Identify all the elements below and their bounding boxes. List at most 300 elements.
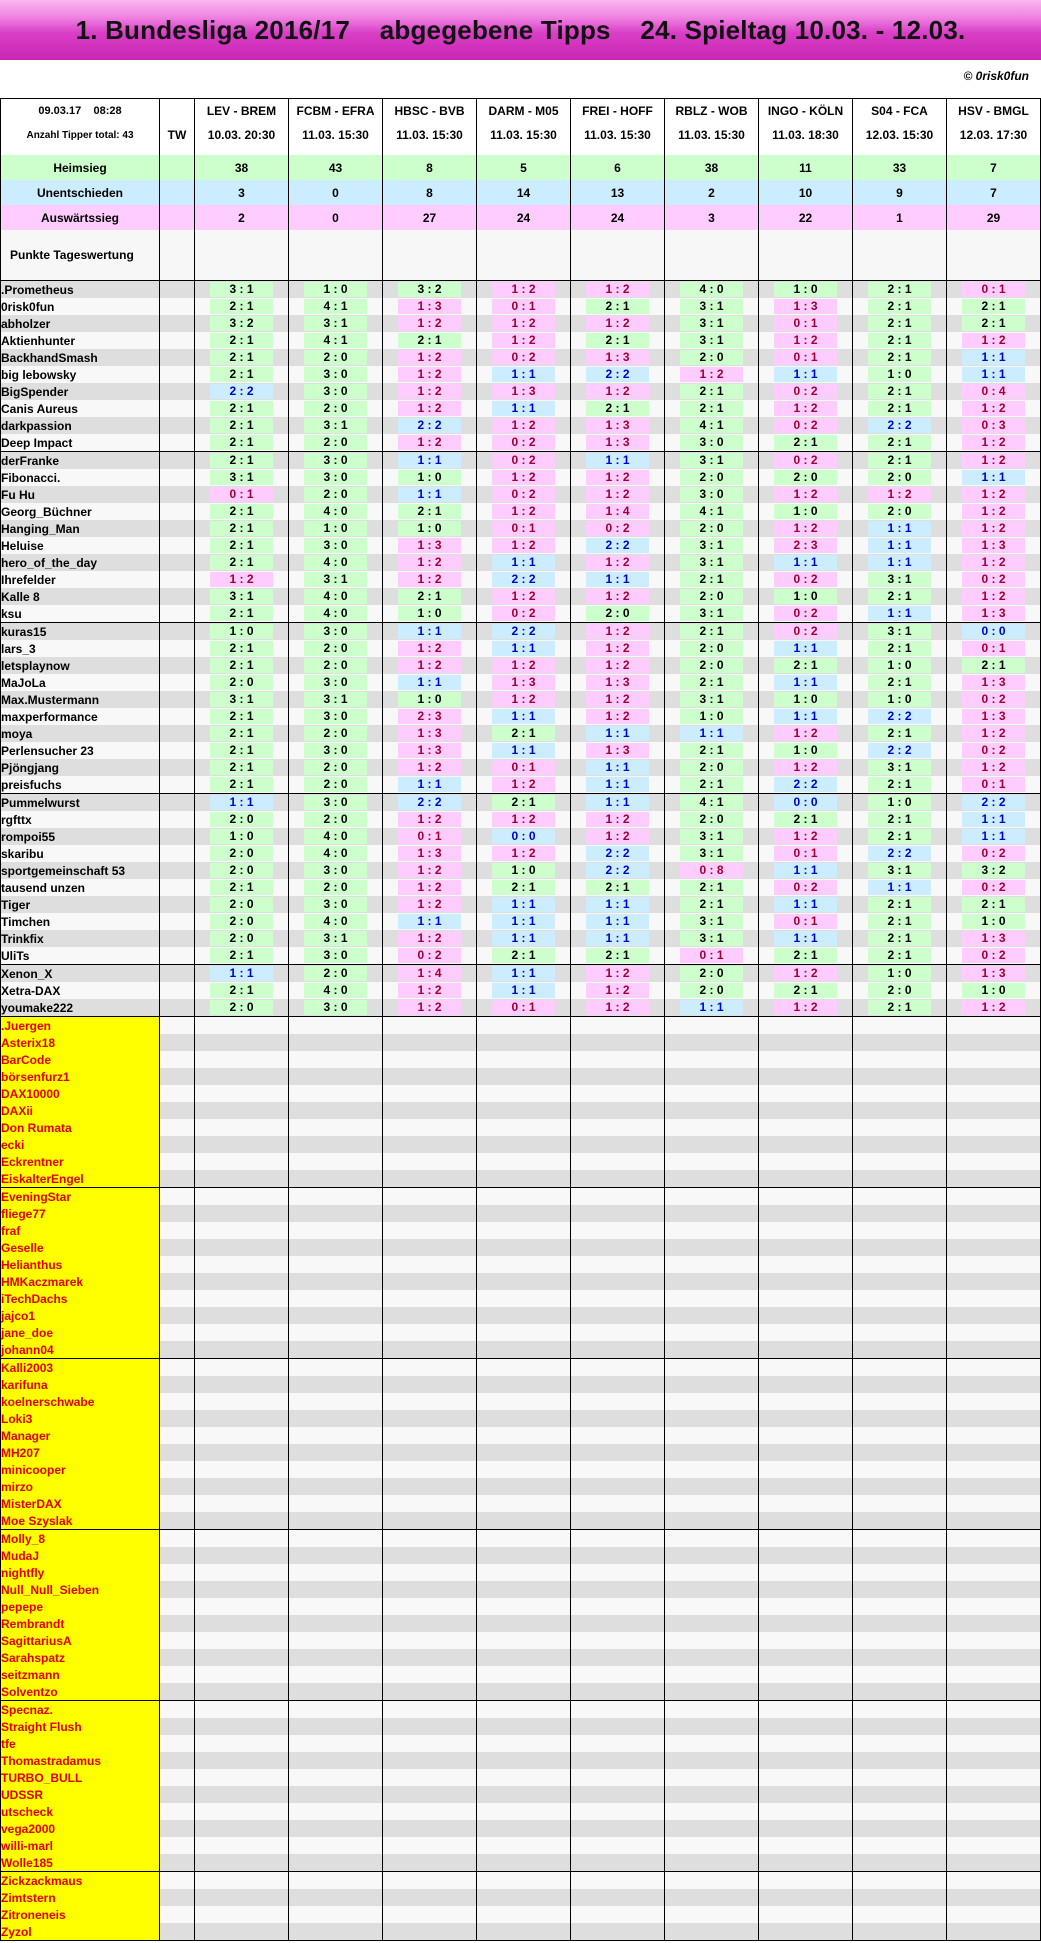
tip-cell bbox=[383, 1512, 477, 1530]
tip-cell bbox=[477, 930, 571, 947]
tip-value: 1 : 2 bbox=[586, 829, 649, 844]
tip-cell bbox=[477, 520, 571, 537]
tip-cell bbox=[477, 1136, 571, 1153]
tip-cell bbox=[853, 1119, 947, 1136]
tip-value: 1 : 0 bbox=[398, 692, 461, 707]
player-tw bbox=[160, 298, 195, 315]
tip-cell bbox=[665, 503, 759, 520]
tip-cell bbox=[665, 1786, 759, 1803]
tip-value: 1 : 2 bbox=[398, 897, 461, 912]
player-tw bbox=[160, 1889, 195, 1906]
tip-cell bbox=[571, 1906, 665, 1923]
player-name: maxperformance bbox=[1, 708, 160, 725]
tip-cell bbox=[665, 1632, 759, 1649]
tip-value: 2 : 1 bbox=[586, 401, 649, 416]
tip-value: 1 : 1 bbox=[774, 709, 837, 724]
tip-cell bbox=[477, 1889, 571, 1906]
player-name: Trinkfix bbox=[1, 930, 160, 947]
tip-cell bbox=[759, 469, 853, 486]
tip-cell bbox=[289, 742, 383, 759]
tip-value: 0 : 2 bbox=[586, 521, 649, 536]
tip-cell bbox=[759, 1683, 853, 1701]
tip-value: 3 : 0 bbox=[304, 709, 367, 724]
tip-cell bbox=[289, 1136, 383, 1153]
tip-value: 0 : 2 bbox=[962, 572, 1025, 587]
tip-value: 1 : 2 bbox=[398, 316, 461, 331]
tip-value: 2 : 2 bbox=[586, 846, 649, 861]
tip-cell bbox=[665, 1649, 759, 1666]
tip-cell bbox=[383, 520, 477, 537]
tip-value: 0 : 0 bbox=[492, 829, 555, 844]
player-name: kuras15 bbox=[1, 623, 160, 641]
player-tw bbox=[160, 1427, 195, 1444]
player-tw bbox=[160, 452, 195, 470]
tip-value: 2 : 0 bbox=[680, 966, 743, 981]
tip-cell bbox=[853, 1068, 947, 1085]
tip-cell bbox=[853, 1324, 947, 1341]
tip-cell bbox=[571, 1598, 665, 1615]
tip-cell bbox=[195, 383, 289, 400]
tip-cell bbox=[477, 434, 571, 452]
tip-value: 2 : 1 bbox=[868, 812, 931, 827]
stat-value bbox=[195, 230, 289, 281]
tip-cell bbox=[665, 759, 759, 776]
tip-cell bbox=[665, 776, 759, 794]
tip-cell bbox=[853, 1222, 947, 1239]
tip-value: 2 : 0 bbox=[304, 880, 367, 895]
tip-cell bbox=[571, 1017, 665, 1035]
tip-value: 1 : 2 bbox=[492, 282, 555, 297]
player-row bbox=[1, 434, 1041, 452]
tip-cell bbox=[289, 947, 383, 965]
stat-value: 11 bbox=[759, 155, 853, 180]
tip-cell bbox=[947, 452, 1041, 470]
tip-cell bbox=[759, 640, 853, 657]
player-row bbox=[1, 896, 1041, 913]
tip-cell bbox=[383, 1872, 477, 1890]
tip-cell bbox=[853, 1598, 947, 1615]
tip-value: 3 : 0 bbox=[304, 675, 367, 690]
tip-value: 1 : 1 bbox=[586, 760, 649, 775]
tip-value: 3 : 2 bbox=[398, 282, 461, 297]
tip-value: 3 : 0 bbox=[680, 435, 743, 450]
tip-value: 4 : 0 bbox=[304, 589, 367, 604]
tip-cell bbox=[571, 1803, 665, 1820]
player-tw bbox=[160, 520, 195, 537]
tip-value: 2 : 2 bbox=[774, 777, 837, 792]
tip-value: 0 : 1 bbox=[962, 641, 1025, 656]
tip-cell bbox=[477, 605, 571, 623]
tip-cell bbox=[289, 1906, 383, 1923]
tip-value: 1 : 1 bbox=[586, 914, 649, 929]
tip-cell bbox=[571, 691, 665, 708]
tip-value: 1 : 3 bbox=[586, 743, 649, 758]
player-tw bbox=[160, 1495, 195, 1512]
player-name: MudaJ bbox=[1, 1547, 160, 1564]
match-kickoff: 12.03. 15:30 bbox=[853, 123, 947, 147]
tip-value: 1 : 2 bbox=[492, 538, 555, 553]
tip-value: 1 : 0 bbox=[868, 795, 931, 810]
tip-value: 1 : 0 bbox=[680, 709, 743, 724]
tip-cell bbox=[289, 1598, 383, 1615]
tip-cell bbox=[571, 1051, 665, 1068]
player-tw bbox=[160, 1085, 195, 1102]
match-pair: HSV - BMGL bbox=[947, 99, 1041, 124]
tip-cell bbox=[383, 708, 477, 725]
tip-cell bbox=[477, 1820, 571, 1837]
tip-value: 1 : 2 bbox=[398, 760, 461, 775]
tip-value: 2 : 0 bbox=[210, 931, 273, 946]
player-tw bbox=[160, 1461, 195, 1478]
tip-cell bbox=[383, 1803, 477, 1820]
tip-cell bbox=[947, 1102, 1041, 1119]
player-name: Zitroneneis bbox=[1, 1906, 160, 1923]
tip-cell bbox=[759, 1051, 853, 1068]
tip-value: 2 : 1 bbox=[210, 743, 273, 758]
tip-value: 0 : 2 bbox=[492, 606, 555, 621]
tip-value: 0 : 2 bbox=[774, 572, 837, 587]
tip-cell bbox=[947, 1718, 1041, 1735]
tip-cell bbox=[195, 879, 289, 896]
tip-cell bbox=[759, 674, 853, 691]
tip-cell bbox=[665, 1718, 759, 1735]
tip-value: 1 : 1 bbox=[492, 897, 555, 912]
tip-cell bbox=[289, 1290, 383, 1307]
tip-cell bbox=[289, 879, 383, 896]
tip-cell bbox=[665, 1239, 759, 1256]
tip-value: 0 : 2 bbox=[962, 692, 1025, 707]
player-row bbox=[1, 1222, 1041, 1239]
tip-cell bbox=[477, 691, 571, 708]
tip-cell bbox=[383, 1752, 477, 1769]
tip-cell bbox=[195, 708, 289, 725]
tip-cell bbox=[289, 896, 383, 913]
stat-value: 0 bbox=[289, 205, 383, 230]
player-name: UDSSR bbox=[1, 1786, 160, 1803]
tip-cell bbox=[665, 1034, 759, 1051]
tip-cell bbox=[383, 1632, 477, 1649]
player-row bbox=[1, 1068, 1041, 1085]
tip-cell bbox=[195, 1598, 289, 1615]
player-tw bbox=[160, 1803, 195, 1820]
player-row bbox=[1, 691, 1041, 708]
tip-value: 1 : 3 bbox=[492, 384, 555, 399]
tip-cell bbox=[477, 417, 571, 434]
tip-cell bbox=[665, 965, 759, 983]
tip-value: 1 : 1 bbox=[586, 453, 649, 468]
tip-cell bbox=[853, 657, 947, 674]
tip-cell bbox=[759, 794, 853, 812]
tip-cell bbox=[665, 1393, 759, 1410]
tip-cell bbox=[477, 1085, 571, 1102]
player-tw bbox=[160, 1324, 195, 1341]
tip-cell bbox=[289, 623, 383, 641]
tip-value: 1 : 2 bbox=[210, 572, 273, 587]
tip-value: 2 : 2 bbox=[868, 418, 931, 433]
tip-value: 2 : 1 bbox=[492, 726, 555, 741]
tip-cell bbox=[195, 366, 289, 383]
tip-cell bbox=[853, 332, 947, 349]
stat-value: 2 bbox=[665, 180, 759, 205]
tip-cell bbox=[665, 674, 759, 691]
tip-value: 2 : 1 bbox=[680, 777, 743, 792]
tip-value: 1 : 1 bbox=[586, 897, 649, 912]
tip-cell bbox=[947, 1034, 1041, 1051]
tip-cell bbox=[289, 1889, 383, 1906]
tip-cell bbox=[665, 1872, 759, 1890]
tip-value: 1 : 3 bbox=[962, 675, 1025, 690]
tip-cell bbox=[759, 845, 853, 862]
tip-cell bbox=[289, 417, 383, 434]
tip-value: 1 : 2 bbox=[586, 555, 649, 570]
tip-cell bbox=[477, 1324, 571, 1341]
tip-cell bbox=[759, 349, 853, 366]
tip-value: 3 : 1 bbox=[210, 282, 273, 297]
tip-cell bbox=[195, 776, 289, 794]
player-tw bbox=[160, 776, 195, 794]
tip-cell bbox=[571, 1752, 665, 1769]
tip-value: 1 : 2 bbox=[398, 880, 461, 895]
tip-cell bbox=[665, 794, 759, 812]
tip-value: 2 : 0 bbox=[680, 521, 743, 536]
tip-cell bbox=[759, 1769, 853, 1786]
tip-value: 1 : 2 bbox=[774, 487, 837, 502]
tip-value: 1 : 1 bbox=[868, 555, 931, 570]
tip-value: 1 : 3 bbox=[586, 435, 649, 450]
stat-label: Auswärtssieg bbox=[1, 205, 160, 230]
tip-cell bbox=[759, 725, 853, 742]
tip-cell bbox=[947, 1666, 1041, 1683]
player-tw bbox=[160, 1837, 195, 1854]
tip-cell bbox=[665, 1341, 759, 1359]
tip-cell bbox=[665, 623, 759, 641]
tip-cell bbox=[289, 1051, 383, 1068]
tip-cell bbox=[383, 811, 477, 828]
tip-cell bbox=[195, 486, 289, 503]
tip-cell bbox=[571, 862, 665, 879]
tip-cell bbox=[947, 400, 1041, 417]
tip-value: 3 : 1 bbox=[680, 299, 743, 314]
tip-cell bbox=[665, 1530, 759, 1548]
stat-value: 38 bbox=[195, 155, 289, 180]
tip-cell bbox=[195, 417, 289, 434]
tip-value: 1 : 1 bbox=[586, 777, 649, 792]
tip-cell bbox=[571, 708, 665, 725]
tip-cell bbox=[759, 982, 853, 999]
tip-cell bbox=[477, 1307, 571, 1324]
tip-value: 2 : 1 bbox=[586, 948, 649, 963]
tip-value: 1 : 1 bbox=[774, 897, 837, 912]
tip-cell bbox=[947, 1923, 1041, 1941]
player-tw bbox=[160, 1359, 195, 1377]
tip-cell bbox=[383, 742, 477, 759]
tip-cell bbox=[571, 674, 665, 691]
stat-value: 14 bbox=[477, 180, 571, 205]
player-row bbox=[1, 383, 1041, 400]
player-row bbox=[1, 999, 1041, 1017]
tip-value: 2 : 0 bbox=[210, 914, 273, 929]
tip-value: 2 : 1 bbox=[586, 299, 649, 314]
player-name: Asterix18 bbox=[1, 1034, 160, 1051]
tip-cell bbox=[759, 742, 853, 759]
tip-cell bbox=[383, 1923, 477, 1941]
header-row-kickoff bbox=[1, 123, 1041, 147]
tip-value: 1 : 2 bbox=[492, 504, 555, 519]
player-row bbox=[1, 1119, 1041, 1136]
tip-value: 1 : 2 bbox=[962, 453, 1025, 468]
tip-cell bbox=[665, 1889, 759, 1906]
tip-cell bbox=[947, 1564, 1041, 1581]
tip-cell bbox=[853, 383, 947, 400]
tip-value: 2 : 1 bbox=[210, 709, 273, 724]
tip-cell bbox=[571, 503, 665, 520]
tip-cell bbox=[853, 1478, 947, 1495]
tip-cell bbox=[665, 947, 759, 965]
tip-value: 1 : 1 bbox=[586, 795, 649, 810]
tip-cell bbox=[571, 1632, 665, 1649]
tip-cell bbox=[571, 982, 665, 999]
tip-cell bbox=[195, 1290, 289, 1307]
tip-cell bbox=[383, 1034, 477, 1051]
player-row bbox=[1, 776, 1041, 794]
player-tw bbox=[160, 537, 195, 554]
tip-value: 1 : 1 bbox=[774, 555, 837, 570]
tip-cell bbox=[383, 1290, 477, 1307]
tip-cell bbox=[383, 691, 477, 708]
tip-value: 1 : 2 bbox=[586, 658, 649, 673]
tip-cell bbox=[195, 1632, 289, 1649]
tip-cell bbox=[195, 1170, 289, 1188]
tip-cell bbox=[853, 794, 947, 812]
tw-header-blank bbox=[160, 99, 195, 124]
tw-header: TW bbox=[160, 123, 195, 147]
tip-value: 1 : 2 bbox=[586, 983, 649, 998]
tip-cell bbox=[665, 315, 759, 332]
tip-cell bbox=[571, 1854, 665, 1872]
player-tw bbox=[160, 1547, 195, 1564]
player-name: Perlensucher 23 bbox=[1, 742, 160, 759]
tip-value: 3 : 1 bbox=[868, 760, 931, 775]
tip-cell bbox=[853, 366, 947, 383]
tip-value: 1 : 1 bbox=[868, 521, 931, 536]
player-row bbox=[1, 1461, 1041, 1478]
tip-cell bbox=[383, 1769, 477, 1786]
tip-cell bbox=[947, 1376, 1041, 1393]
tip-cell bbox=[195, 332, 289, 349]
tip-cell bbox=[571, 640, 665, 657]
tip-value: 1 : 2 bbox=[586, 692, 649, 707]
tip-value: 2 : 2 bbox=[586, 538, 649, 553]
tip-value: 1 : 2 bbox=[492, 777, 555, 792]
stat-label: Punkte Tageswertung bbox=[1, 230, 160, 281]
tip-cell bbox=[759, 332, 853, 349]
tip-cell bbox=[383, 1495, 477, 1512]
tip-cell bbox=[853, 862, 947, 879]
tip-value: 1 : 0 bbox=[210, 624, 273, 639]
player-tw bbox=[160, 1530, 195, 1548]
tip-cell bbox=[289, 1102, 383, 1119]
tip-cell bbox=[853, 623, 947, 641]
tip-cell bbox=[665, 1410, 759, 1427]
stat-value bbox=[759, 230, 853, 281]
tip-cell bbox=[665, 520, 759, 537]
player-tw bbox=[160, 400, 195, 417]
player-tw bbox=[160, 1564, 195, 1581]
tip-cell bbox=[947, 1188, 1041, 1206]
tip-cell bbox=[853, 759, 947, 776]
tip-cell bbox=[665, 1615, 759, 1632]
tip-cell bbox=[195, 1222, 289, 1239]
tip-cell bbox=[665, 896, 759, 913]
tip-value: 2 : 1 bbox=[210, 333, 273, 348]
player-name: SagittariusA bbox=[1, 1632, 160, 1649]
tip-value: 2 : 1 bbox=[868, 675, 931, 690]
player-name: jajco1 bbox=[1, 1307, 160, 1324]
tip-cell bbox=[853, 674, 947, 691]
tip-cell bbox=[947, 1324, 1041, 1341]
player-name: Specnaz. bbox=[1, 1701, 160, 1719]
tip-cell bbox=[289, 1803, 383, 1820]
tip-cell bbox=[947, 1119, 1041, 1136]
player-name: tfe bbox=[1, 1735, 160, 1752]
tip-cell bbox=[853, 1906, 947, 1923]
tip-cell bbox=[853, 1427, 947, 1444]
player-tw bbox=[160, 1735, 195, 1752]
tip-cell bbox=[665, 845, 759, 862]
tip-cell bbox=[947, 725, 1041, 742]
tip-cell bbox=[383, 930, 477, 947]
tip-cell bbox=[759, 520, 853, 537]
tip-cell bbox=[853, 1666, 947, 1683]
tip-cell bbox=[665, 434, 759, 452]
tip-cell bbox=[383, 315, 477, 332]
tip-cell bbox=[571, 486, 665, 503]
tip-cell bbox=[571, 965, 665, 983]
tip-cell bbox=[477, 1410, 571, 1427]
tip-cell bbox=[947, 1906, 1041, 1923]
tip-cell bbox=[195, 298, 289, 315]
tip-value: 2 : 1 bbox=[680, 384, 743, 399]
tip-cell bbox=[289, 1786, 383, 1803]
tip-cell bbox=[853, 1752, 947, 1769]
tip-value: 0 : 1 bbox=[962, 777, 1025, 792]
tip-value: 2 : 1 bbox=[868, 333, 931, 348]
tip-cell bbox=[571, 1923, 665, 1941]
tip-cell bbox=[665, 1598, 759, 1615]
tip-cell bbox=[289, 1256, 383, 1273]
tip-value: 1 : 2 bbox=[774, 966, 837, 981]
tip-cell bbox=[477, 1786, 571, 1803]
tip-cell bbox=[383, 725, 477, 742]
tip-cell bbox=[759, 862, 853, 879]
tip-cell bbox=[665, 588, 759, 605]
player-row bbox=[1, 1188, 1041, 1206]
tip-cell bbox=[383, 400, 477, 417]
tip-value: 1 : 0 bbox=[774, 282, 837, 297]
tip-cell bbox=[571, 776, 665, 794]
tip-cell bbox=[759, 1803, 853, 1820]
stat-value bbox=[477, 230, 571, 281]
tip-cell bbox=[947, 1393, 1041, 1410]
tip-cell bbox=[947, 1649, 1041, 1666]
tip-cell bbox=[477, 1444, 571, 1461]
tip-cell bbox=[383, 554, 477, 571]
tip-cell bbox=[289, 1718, 383, 1735]
tips-table bbox=[0, 98, 1041, 1941]
player-row bbox=[1, 1803, 1041, 1820]
tip-cell bbox=[477, 708, 571, 725]
tip-value: 1 : 2 bbox=[774, 333, 837, 348]
